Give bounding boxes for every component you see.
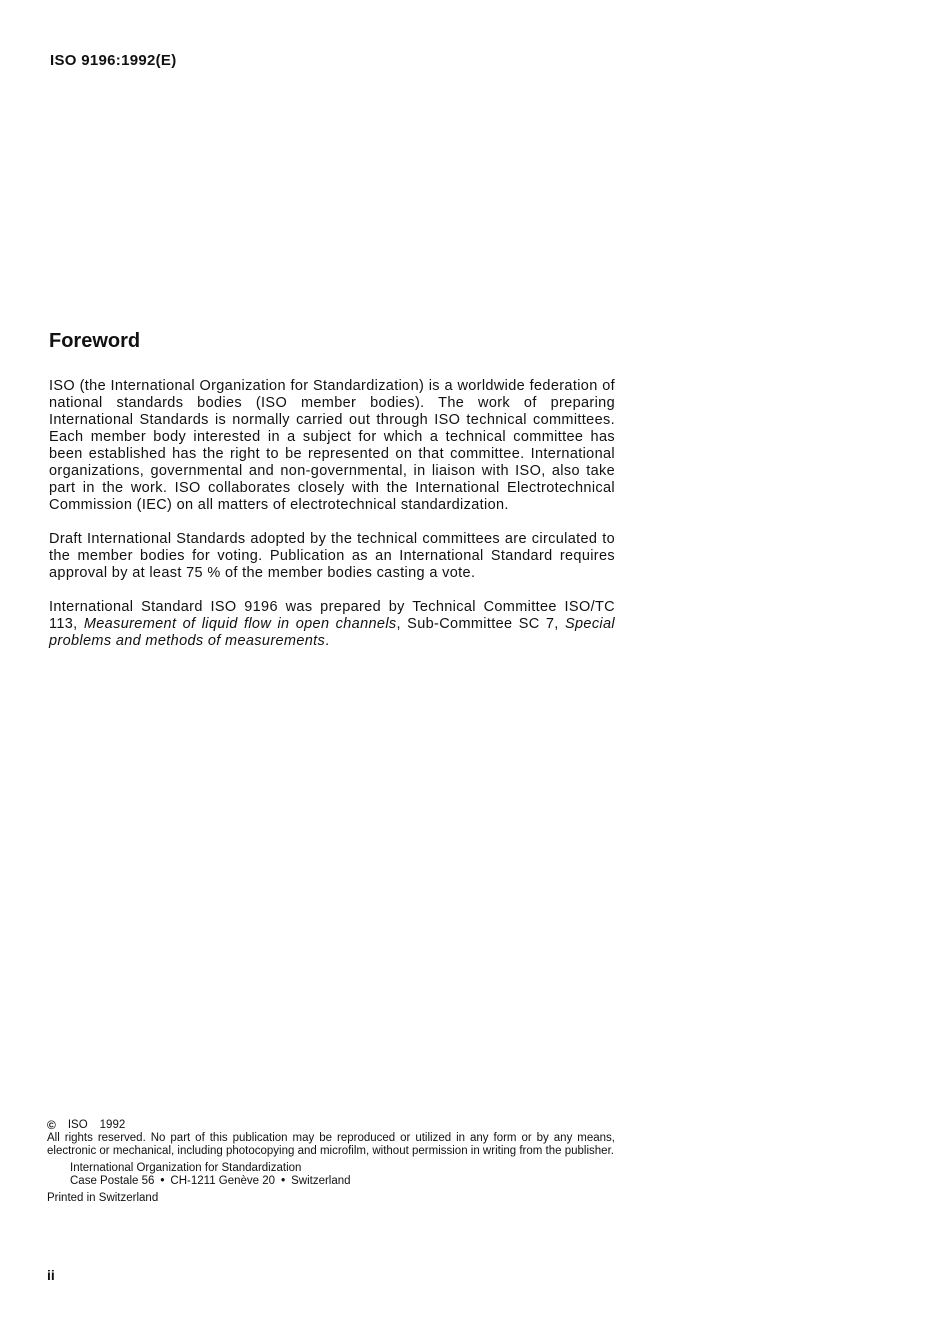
copyright-line xyxy=(47,1119,615,1132)
bullet-icon: • xyxy=(281,1175,286,1187)
address-city: CH-1211 Genève 20 xyxy=(170,1175,276,1187)
para3-text-2: , Sub-Committee SC 7, xyxy=(396,616,565,632)
page-number: ii xyxy=(47,1267,55,1283)
copyright-block xyxy=(47,1119,615,1205)
publisher-address xyxy=(70,1162,615,1188)
address-organization: International Organization for Standardization xyxy=(70,1162,302,1174)
foreword-title: Foreword xyxy=(49,330,141,352)
address-case-postale: Case Postale 56 xyxy=(70,1175,155,1187)
foreword-body xyxy=(49,378,615,667)
document-id: ISO 9196:1992(E) xyxy=(50,52,177,69)
subcommittee-title: Special problems and methods of measurements xyxy=(49,616,615,649)
foreword-paragraph-2: Draft International Standards adopted by the technical committees are circulated to the member bodies for voting. Publication as an International Standard requires approval by at least 75 % of the member bodies casting a vote. xyxy=(49,531,615,581)
copyright-year: 1992 xyxy=(99,1119,126,1131)
foreword-paragraph-3 xyxy=(49,599,615,650)
committee-title: Measurement of liquid flow in open channels xyxy=(83,616,397,632)
copyright-org: ISO xyxy=(67,1119,88,1131)
address-postal xyxy=(70,1175,615,1188)
address-country: Switzerland xyxy=(291,1175,351,1187)
para3-text-3: . xyxy=(325,633,330,649)
copyright-icon: © xyxy=(47,1118,56,1132)
bullet-icon: • xyxy=(160,1175,165,1187)
rights-statement: All rights reserved. No part of this publication may be reproduced or utilized in any form or by any means, electronic or mechanical, including photocopying and microfilm, without permission in writing from the publisher. xyxy=(47,1132,615,1157)
printed-in: Printed in Switzerland xyxy=(47,1192,159,1204)
foreword-paragraph-1: ISO (the International Organization for Standardization) is a worldwide federation of national standards bodies (ISO member bodies). The work of preparing International Standards is normally carried out through ISO technical committees. Each member body interested in a subject for which a technical committee has been established has the right to be represented on that committee. International organizations, governmental and non-governmental, in liaison with ISO, also take part in the work. ISO collaborates closely with the International Electrotechnical Commission (IEC) on all matters of electrotechnical standardization. xyxy=(49,378,615,513)
para3-text-1: International Standard ISO 9196 was prepared by Technical Committee ISO/TC 113, xyxy=(49,599,615,632)
